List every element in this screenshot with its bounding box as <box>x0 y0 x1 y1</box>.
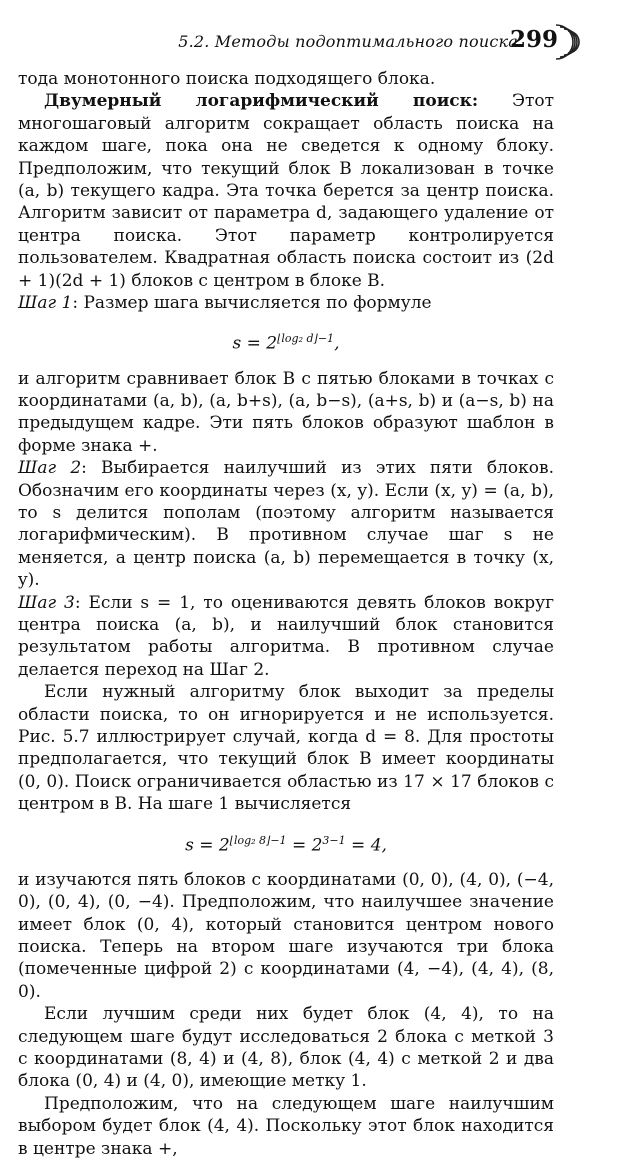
paragraph-five-blocks: и изучаются пять блоков с координатами (0, 0), (4, 0), (−4, 0), (0, 4), (0, −4). Предположим, что наилучшее значение имеет блок (0, 4), который становится центром нового поиска. Теперь на втором шаге изучаются три блока (помеченные цифрой 2) с координатами (4, −4), (4, 4), (8, 0). <box>18 869 554 1002</box>
running-title: 5.2. Методы подоптимального поиска <box>178 32 518 51</box>
formula-end: = 4, <box>345 835 387 856</box>
paragraph-compare-blocks: и алгоритм сравнивает блок B с пятью блоками в точках с координатами (a, b), (a, b+s), (a, b−s), (a+s, b) и (a−s, b) на предыдущем кадре. Эти пять блоков образуют шаблон в форме знака +. <box>18 368 554 456</box>
paragraph-best-block: Если лучшим среди них будет блок (4, 4), то на следующем шаге будут исследоваться 2 блока с меткой 3 с координатами (8, 4) и (4, 8), блок (4, 4) с меткой 2 и два блока (0, 4) и (4, 0), имеющие метку 1. <box>18 1004 554 1092</box>
step-3-label: Шаг 3 <box>18 592 75 613</box>
section-run-in-heading: Двумерный логарифмический поиск: <box>44 91 479 112</box>
step-1 <box>18 292 554 314</box>
paragraph-next-step: Предположим, что на следующем шаге наилучшим выбором будет блок (4, 4). Поскольку этот блок находится в центре знака +, <box>18 1093 554 1159</box>
formula-exponent: ⌊log₂ 8⌋−1 <box>229 833 287 847</box>
step-3-text: : Если s = 1, то оцениваются девять блоков вокруг центра поиска (a, b), и наилучший блок становится результатом работы алгоритма. В противном случае делается переход на Шаг 2. <box>18 592 554 680</box>
paragraph-continuation: тода монотонного поиска подходящего блока. <box>18 69 436 89</box>
paragraph-figure-example: Если нужный алгоритму блок выходит за пределы области поиска, то он игнорируется и не используется. Рис. 5.7 иллюстрирует случай, когда d = 8. Для простоты предполагается, что текущий блок B имеет координаты (0, 0). Поиск ограничивается областью из 17 × 17 блоков с центром в B. На шаге 1 вычисляется <box>18 682 554 815</box>
page-body <box>18 68 554 1160</box>
paragraph-2d-log-search <box>18 90 554 292</box>
page-header <box>0 26 630 58</box>
formula-lhs: s = 2 <box>232 334 278 355</box>
formula-example <box>18 830 554 857</box>
page-number: 299 <box>509 26 558 53</box>
paragraph-text: Этот многошаговый алгоритм сокращает область поиска на каждом шаге, пока она не сведется к одному блоку. Предположим, что текущий блок B локализован в точке (a, b) текущего кадра. Эта точка берется за центр поиска. Алгоритм зависит от параметра d, задающего удаление от центра поиска. Этот параметр контролируется пользователем. Квадратная область поиска состоит из (2d + 1)(2d + 1) блоков с центром в блоке B. <box>18 91 554 291</box>
step-2-label: Шаг 2 <box>18 458 82 479</box>
formula-end: , <box>334 334 340 355</box>
formula-lhs: s = 2 <box>185 835 230 856</box>
step-2 <box>18 457 554 591</box>
step-3 <box>18 592 554 682</box>
step-1-text: : Размер шага вычисляется по формуле <box>72 293 432 314</box>
formula-mid: = 2 <box>286 835 323 856</box>
page-number-ornament-icon <box>552 22 580 62</box>
formula-exponent-2: 3−1 <box>322 833 346 847</box>
step-1-label: Шаг 1 <box>18 293 73 314</box>
step-2-text: : Выбирается наилучший из этих пяти блоков. Обозначим его координаты через (x, y). Если (x, y) = (a, b), то s делится пополам (поэтому алгоритм называется логарифмическим). В противном случае шаг s не меняется, а центр поиска (a, b) перемещается в точку (x, y). <box>18 458 554 591</box>
formula-step-size <box>18 328 554 355</box>
formula-exponent: ⌊log₂ d⌋−1 <box>277 332 335 346</box>
